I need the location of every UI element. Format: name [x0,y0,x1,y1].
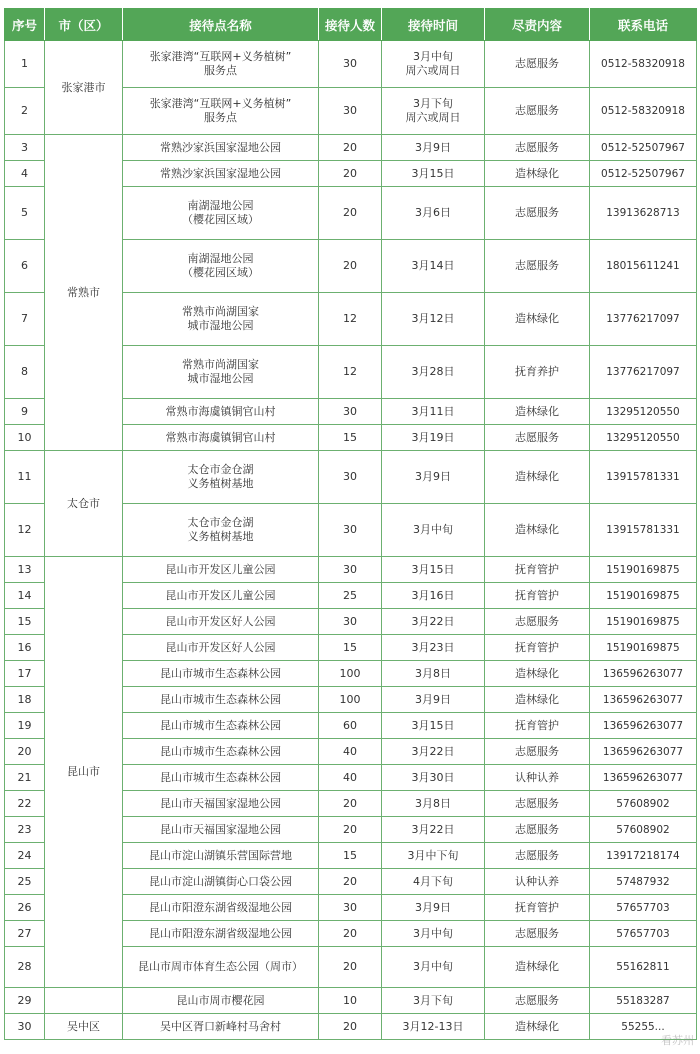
cell-time: 3月中旬 [382,504,485,557]
cell-count: 10 [319,988,382,1014]
cell-count: 30 [319,895,382,921]
cell-no: 10 [5,425,45,451]
cell-count: 15 [319,843,382,869]
cell-time: 3月12日 [382,293,485,346]
cell-task: 志愿服务 [485,41,590,88]
cell-no: 7 [5,293,45,346]
cell-task: 造林绿化 [485,399,590,425]
cell-name: 昆山市周市体育生态公园（周市） [123,947,319,988]
cell-task: 抚育管护 [485,635,590,661]
cell-no: 6 [5,240,45,293]
cell-time: 3月下旬 周六或周日 [382,88,485,135]
cell-phone: 15190169875 [590,609,697,635]
cell-phone: 13913628713 [590,187,697,240]
cell-name: 昆山市天福国家湿地公园 [123,791,319,817]
cell-time: 3月23日 [382,635,485,661]
cell-no: 4 [5,161,45,187]
cell-city: 张家港市 [45,41,123,135]
cell-task: 志愿服务 [485,843,590,869]
cell-name: 南湖湿地公园 （樱花园区域） [123,187,319,240]
volunteer-site-table [4,8,697,1040]
cell-time: 3月8日 [382,791,485,817]
cell-task: 认种认养 [485,765,590,791]
cell-time: 3月15日 [382,557,485,583]
cell-time: 3月9日 [382,895,485,921]
cell-count: 100 [319,687,382,713]
cell-count: 100 [319,661,382,687]
cell-phone: 0512-58320918 [590,88,697,135]
cell-no: 1 [5,41,45,88]
cell-no: 16 [5,635,45,661]
cell-phone: 55255... [590,1014,697,1040]
cell-time: 3月22日 [382,609,485,635]
cell-name: 昆山市淀山湖镇街心口袋公园 [123,869,319,895]
cell-time: 3月6日 [382,187,485,240]
cell-task: 造林绿化 [485,504,590,557]
cell-name: 昆山市城市生态森林公园 [123,765,319,791]
cell-count: 30 [319,557,382,583]
cell-name: 太仓市金仓湖 义务植树基地 [123,504,319,557]
cell-no: 30 [5,1014,45,1040]
cell-phone: 57487932 [590,869,697,895]
header-count: 接待人数 [319,9,382,41]
cell-no: 17 [5,661,45,687]
cell-time: 3月中下旬 [382,843,485,869]
cell-count: 20 [319,869,382,895]
cell-count: 20 [319,187,382,240]
cell-phone: 0512-58320918 [590,41,697,88]
cell-phone: 0512-52507967 [590,135,697,161]
cell-no: 2 [5,88,45,135]
cell-time: 3月22日 [382,739,485,765]
cell-task: 志愿服务 [485,187,590,240]
cell-name: 常熟市海虞镇铜官山村 [123,399,319,425]
cell-count: 20 [319,161,382,187]
table-row [5,1014,697,1040]
cell-count: 20 [319,817,382,843]
cell-name: 昆山市阳澄东湖省级湿地公园 [123,895,319,921]
cell-task: 志愿服务 [485,988,590,1014]
cell-phone: 18015611241 [590,240,697,293]
cell-time: 3月30日 [382,765,485,791]
cell-count: 20 [319,947,382,988]
cell-city: 昆山市 [45,557,123,988]
cell-name: 昆山市开发区好人公园 [123,635,319,661]
cell-count: 20 [319,135,382,161]
table-row [5,135,697,161]
cell-task: 造林绿化 [485,947,590,988]
cell-name: 常熟市尚湖国家 城市湿地公园 [123,293,319,346]
cell-no: 12 [5,504,45,557]
cell-time: 3月9日 [382,687,485,713]
cell-name: 常熟市尚湖国家 城市湿地公园 [123,346,319,399]
cell-task: 造林绿化 [485,293,590,346]
table-row [5,41,697,88]
cell-name: 常熟市海虞镇铜官山村 [123,425,319,451]
cell-count: 20 [319,791,382,817]
cell-time: 3月14日 [382,240,485,293]
cell-no: 24 [5,843,45,869]
cell-no: 18 [5,687,45,713]
cell-time: 3月16日 [382,583,485,609]
cell-count: 30 [319,41,382,88]
cell-task: 志愿服务 [485,921,590,947]
cell-name: 昆山市淀山湖镇乐营国际营地 [123,843,319,869]
cell-time: 3月下旬 [382,988,485,1014]
cell-name: 常熟沙家浜国家湿地公园 [123,161,319,187]
cell-task: 抚育管护 [485,557,590,583]
cell-task: 志愿服务 [485,817,590,843]
cell-phone: 15190169875 [590,635,697,661]
cell-phone: 136596263077 [590,765,697,791]
cell-time: 3月中旬 周六或周日 [382,41,485,88]
cell-phone: 55183287 [590,988,697,1014]
cell-phone: 57608902 [590,791,697,817]
cell-phone: 0512-52507967 [590,161,697,187]
cell-task: 造林绿化 [485,161,590,187]
cell-phone: 57608902 [590,817,697,843]
cell-time: 3月8日 [382,661,485,687]
cell-task: 志愿服务 [485,791,590,817]
header-no: 序号 [5,9,45,41]
cell-city [45,988,123,1014]
cell-time: 3月中旬 [382,921,485,947]
cell-time: 4月下旬 [382,869,485,895]
cell-count: 40 [319,739,382,765]
cell-count: 20 [319,921,382,947]
table-header-row [5,9,697,41]
cell-phone: 57657703 [590,895,697,921]
cell-time: 3月15日 [382,713,485,739]
cell-phone: 136596263077 [590,687,697,713]
cell-task: 志愿服务 [485,739,590,765]
cell-phone: 13776217097 [590,346,697,399]
cell-time: 3月15日 [382,161,485,187]
cell-task: 抚育管护 [485,895,590,921]
cell-count: 30 [319,609,382,635]
cell-no: 25 [5,869,45,895]
watermark: 看苏州 [661,1034,694,1047]
table-row [5,451,697,504]
cell-no: 9 [5,399,45,425]
cell-name: 昆山市周市樱花园 [123,988,319,1014]
cell-task: 志愿服务 [485,425,590,451]
cell-name: 吴中区胥口新峰村马舍村 [123,1014,319,1040]
cell-count: 15 [319,425,382,451]
cell-name: 太仓市金仓湖 义务植树基地 [123,451,319,504]
cell-city: 吴中区 [45,1014,123,1040]
cell-count: 30 [319,504,382,557]
cell-task: 抚育管护 [485,713,590,739]
cell-task: 抚育养护 [485,346,590,399]
cell-task: 造林绿化 [485,451,590,504]
cell-no: 13 [5,557,45,583]
cell-no: 11 [5,451,45,504]
cell-name: 张家港湾“互联网+义务植树” 服务点 [123,41,319,88]
cell-count: 15 [319,635,382,661]
header-site-name: 接待点名称 [123,9,319,41]
cell-no: 14 [5,583,45,609]
cell-count: 30 [319,399,382,425]
cell-time: 3月22日 [382,817,485,843]
cell-time: 3月28日 [382,346,485,399]
cell-phone: 136596263077 [590,713,697,739]
cell-no: 8 [5,346,45,399]
cell-phone: 15190169875 [590,557,697,583]
cell-task: 认种认养 [485,869,590,895]
cell-name: 南湖湿地公园 （樱花园区域） [123,240,319,293]
cell-count: 12 [319,293,382,346]
cell-phone: 136596263077 [590,739,697,765]
cell-no: 3 [5,135,45,161]
cell-name: 常熟沙家浜国家湿地公园 [123,135,319,161]
cell-no: 21 [5,765,45,791]
cell-time: 3月11日 [382,399,485,425]
cell-no: 19 [5,713,45,739]
cell-count: 30 [319,451,382,504]
cell-task: 造林绿化 [485,687,590,713]
cell-count: 20 [319,240,382,293]
header-task: 尽责内容 [485,9,590,41]
cell-count: 12 [319,346,382,399]
cell-no: 20 [5,739,45,765]
cell-name: 昆山市城市生态森林公园 [123,713,319,739]
cell-task: 造林绿化 [485,1014,590,1040]
cell-name: 昆山市开发区儿童公园 [123,583,319,609]
cell-count: 30 [319,88,382,135]
cell-name: 昆山市城市生态森林公园 [123,739,319,765]
cell-name: 昆山市城市生态森林公园 [123,687,319,713]
cell-phone: 13915781331 [590,451,697,504]
cell-no: 29 [5,988,45,1014]
cell-no: 15 [5,609,45,635]
cell-city: 太仓市 [45,451,123,557]
cell-phone: 55162811 [590,947,697,988]
cell-task: 抚育管护 [485,583,590,609]
header-city: 市（区） [45,9,123,41]
cell-no: 22 [5,791,45,817]
cell-phone: 13917218174 [590,843,697,869]
cell-count: 25 [319,583,382,609]
cell-time: 3月中旬 [382,947,485,988]
cell-time: 3月19日 [382,425,485,451]
cell-no: 26 [5,895,45,921]
cell-phone: 136596263077 [590,661,697,687]
header-time: 接待时间 [382,9,485,41]
cell-name: 昆山市开发区儿童公园 [123,557,319,583]
cell-name: 昆山市天福国家湿地公园 [123,817,319,843]
cell-no: 28 [5,947,45,988]
cell-task: 志愿服务 [485,240,590,293]
cell-name: 昆山市开发区好人公园 [123,609,319,635]
cell-phone: 15190169875 [590,583,697,609]
cell-no: 23 [5,817,45,843]
cell-name: 张家港湾“互联网+义务植树” 服务点 [123,88,319,135]
cell-count: 20 [319,1014,382,1040]
cell-count: 40 [319,765,382,791]
cell-task: 志愿服务 [485,135,590,161]
cell-phone: 57657703 [590,921,697,947]
cell-no: 5 [5,187,45,240]
cell-phone: 13776217097 [590,293,697,346]
cell-no: 27 [5,921,45,947]
cell-time: 3月9日 [382,135,485,161]
cell-time: 3月9日 [382,451,485,504]
cell-time: 3月12-13日 [382,1014,485,1040]
cell-phone: 13915781331 [590,504,697,557]
cell-phone: 13295120550 [590,399,697,425]
cell-name: 昆山市阳澄东湖省级湿地公园 [123,921,319,947]
cell-name: 昆山市城市生态森林公园 [123,661,319,687]
table-row [5,988,697,1014]
header-phone: 联系电话 [590,9,697,41]
cell-task: 造林绿化 [485,661,590,687]
cell-count: 60 [319,713,382,739]
cell-phone: 13295120550 [590,425,697,451]
cell-city: 常熟市 [45,135,123,451]
table-row [5,557,697,583]
cell-task: 志愿服务 [485,609,590,635]
cell-task: 志愿服务 [485,88,590,135]
